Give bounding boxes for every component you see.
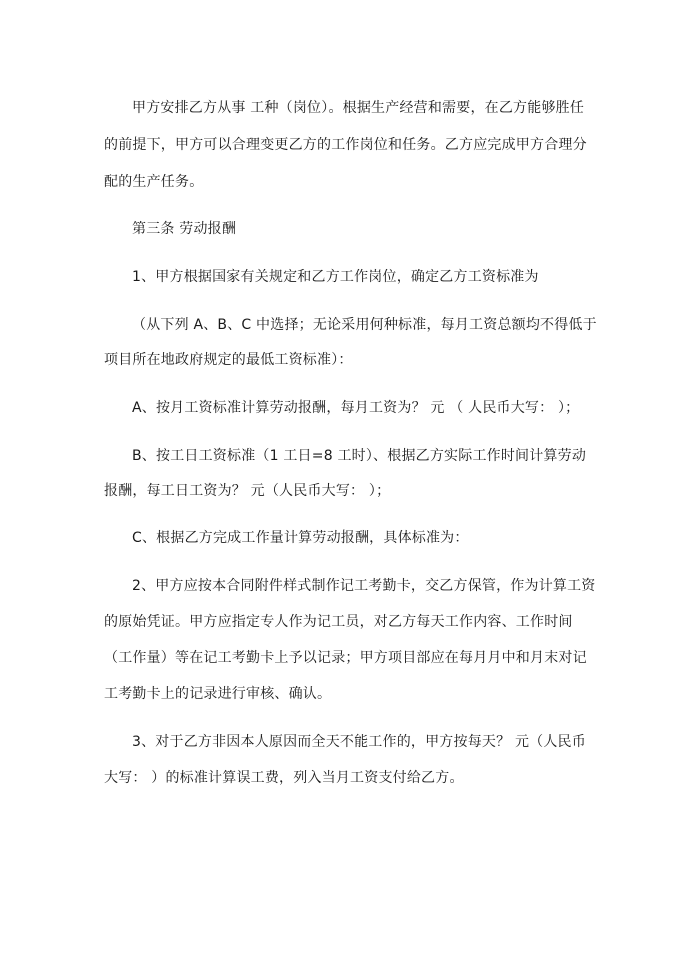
clause-3-line-2: 大写： ）的标准计算误工费，列入当月工资支付给乙方。 (104, 770, 464, 786)
option-b-line-2: 报酬，每工日工资为？ 元（人民币大写： ）； (104, 483, 391, 499)
option-c-line-1: C、根据乙方完成工作量计算劳动报酬，具体标准为： (132, 530, 469, 546)
clause-1-line-1: 1、甲方根据国家有关规定和乙方工作岗位，确定乙方工资标准为 (132, 269, 539, 285)
paragraph-job-assignment-line-3: 配的生产任务。 (104, 174, 204, 190)
section-heading-article-3: 第三条 劳动报酬 (132, 221, 237, 237)
option-b-line-1: B、按工日工资标准（1 工日=8 工时）、根据乙方实际工作时间计算劳动 (132, 448, 587, 464)
clause-2-line-3: （工作量）等在记工考勤卡上予以记录；甲方项目部应在每月月中和月末对记 (104, 650, 587, 666)
paragraph-job-assignment-line-1: 甲方安排乙方从事 工种（岗位）。根据生产经营和需要，在乙方能够胜任 (132, 100, 585, 116)
paragraph-job-assignment-line-2: 的前提下，甲方可以合理变更乙方的工作岗位和任务。乙方应完成甲方合理分 (104, 137, 587, 153)
clause-1-options-line-1: （从下列 A、B、C 中选择；无论采用何种标准，每月工资总额均不得低于 (132, 317, 597, 333)
clause-2-line-1: 2、甲方应按本合同附件样式制作记工考勤卡，交乙方保管，作为计算工资 (132, 578, 596, 594)
option-a-line-1: A、按月工资标准计算劳动报酬，每月工资为？ 元 （ 人民币大写： ）； (132, 400, 580, 416)
clause-3-line-1: 3、对于乙方非因本人原因而全天不能工作的，甲方按每天？ 元（人民币 (132, 734, 586, 750)
clause-2-line-4: 工考勤卡上的记录进行审核、确认。 (104, 686, 332, 702)
clause-2-line-2: 的原始凭证。甲方应指定专人作为记工员，对乙方每天工作内容、工作时间 (104, 614, 573, 630)
clause-1-options-line-2: 项目所在地政府规定的最低工资标准）： (104, 352, 353, 368)
